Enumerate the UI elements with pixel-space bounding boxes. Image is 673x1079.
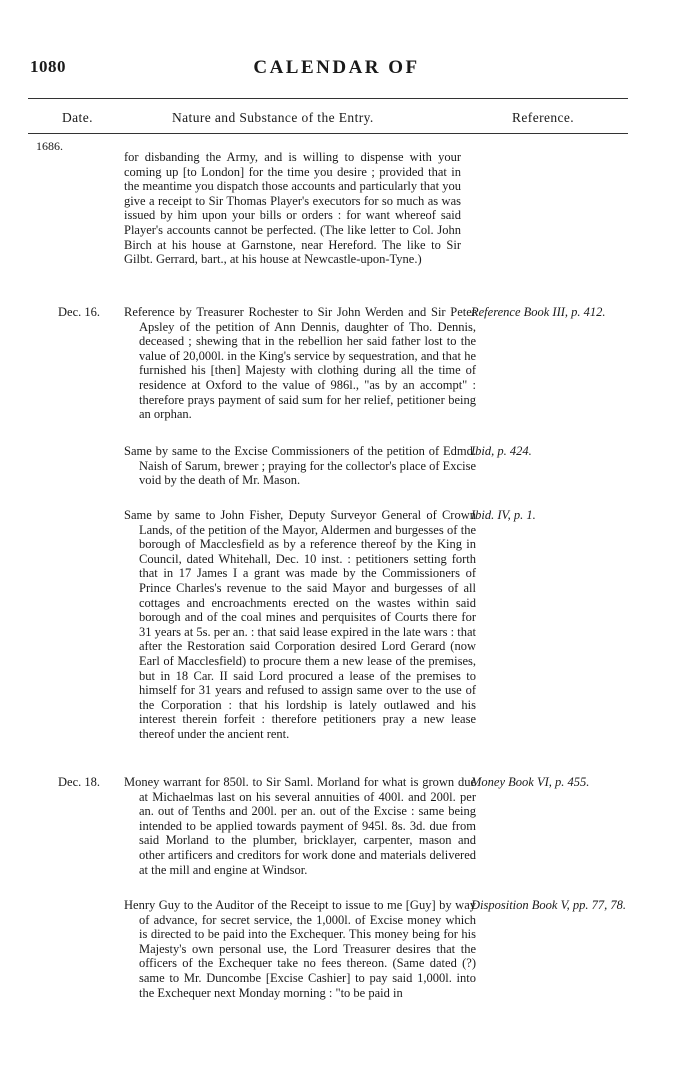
entry-text: Same by same to John Fisher, Deputy Surveyor General of Crown Lands, of the petition of the Mayor, Aldermen and burgesses of the borough of Macclesfield as by a reference thereof by the King in Council, dated Whitehall, Dec. 10 inst. : petitioners setting forth that in 17 James I a grant was made by the Commissioners of Prince Charles's revenue to the said Mayor and burgesses of all cottages and encroachments erected on the wastes within said borough and of the coal mines and perquisites of Courts there for 31 years at 5s. per an. : that said lease expired in the late wars : that after the Restoration said Corporation desired Lord Gerard (now Earl of Macclesfield) to procure them a new lease of the premises, but in 18 Car. II said Lord procured a lease of the premises to himself for 31 years and refused to assign same over to the use of the Corporation : that his lordship is lately outlawed and his interest therein forfeit : therefore petitioners pray a new lease thereof under the ancient rent.: [124, 508, 476, 741]
entry-reference: Ibid, p. 424.: [471, 444, 532, 458]
year-label: 1686.: [36, 139, 63, 153]
entry-text: for disbanding the Army, and is willing to dispense with your coming up [to London] for the time you desire ; provided that in the meantime you dispatch those accounts and particularly that you give a receipt to Sir Thomas Player's executors for so much as was issued by him upon your bills or orders : for want whereof said Player's accounts cannot be perfected. (The like letter to Col. John Birch at his house at Garnstone, near Hereford. The like to Sir Gilbt. Gerrard, bart., at his house at Newcastle-upon-Tyne.): [124, 150, 461, 267]
entry-text: Henry Guy to the Auditor of the Receipt to issue to me [Guy] by way of advance, for secret service, the 1,000l. of Excise money which is directed to be paid into the Exchequer. This money being for his Majesty's own personal use, the Lord Treasurer desires that the officers of the Exchequer take no fees thereon. (Same dated (?) same to Mr. Duncombe [Excise Cashier] to pay said 1,000l. into the Exchequer next Monday morning : "to be paid in: [124, 898, 476, 1000]
header-rule: [28, 98, 628, 99]
column-head-reference: Reference.: [512, 110, 575, 125]
entry-reference: Ibid. IV, p. 1.: [471, 508, 536, 522]
column-head-nature: Nature and Substance of the Entry.: [172, 110, 374, 125]
entry-text: Money warrant for 850l. to Sir Saml. Morland for what is grown due at Michaelmas last on his several annuities of 400l. and 200l. per an. out of Tenths and 200l. per an. out of the Excise : same being intended to be applied towards payment of 945l. 8s. 3d. due from said Morland to the plumber, bricklayer, carpenter, mason and other artificers and creditors for work done and materials delivered at the mill and engine at Windsor.: [124, 775, 476, 877]
entry-date: Dec. 18.: [58, 775, 100, 789]
column-head-date: Date.: [62, 110, 93, 125]
entry-reference: Reference Book III, p. 412.: [471, 305, 606, 319]
header-rule-lower: [28, 133, 628, 134]
entry-reference: Money Book VI, p. 455.: [471, 775, 590, 789]
entry-date: Dec. 16.: [58, 305, 100, 319]
entry-reference: Disposition Book V, pp. 77, 78.: [471, 898, 626, 912]
entry-text: Same by same to the Excise Commissioners of the petition of Edmd. Naish of Sarum, brewer ; praying for the collector's place of Excise void by the death of Mr. Mason.: [124, 444, 476, 488]
running-title: CALENDAR OF: [253, 57, 420, 78]
page-number: 1080: [30, 57, 66, 76]
entry-text: Reference by Treasurer Rochester to Sir John Werden and Sir Peter Apsley of the petition of Ann Dennis, daughter of Tho. Dennis, deceased ; shewing that in the rebellion her said father lost to the value of 20,000l. in the King's service by sequestration, and that he furnished his [then] Majesty with clothing during all the time of residence at Oxford to the value of 986l., "as by an accompt" : therefore prays payment of said sum for her relief, petitioner being an orphan.: [124, 305, 476, 422]
